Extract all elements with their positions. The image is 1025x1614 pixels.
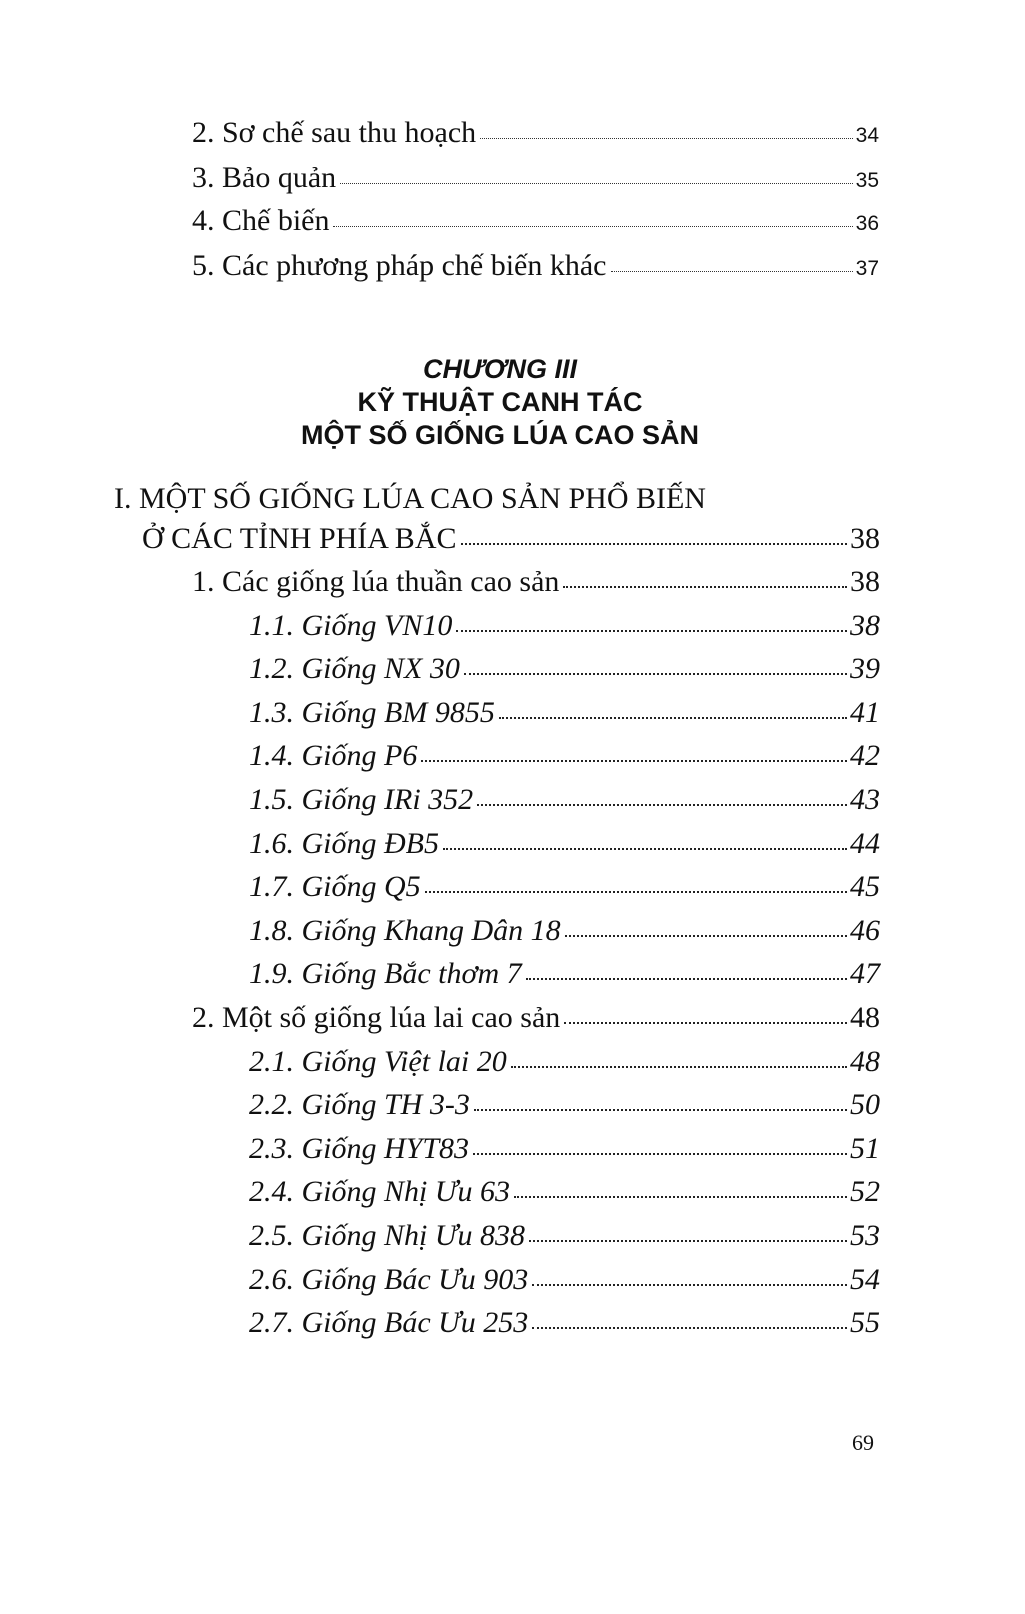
toc-entry-page: 37 <box>855 257 879 280</box>
toc-entry-label: 4. Chế biến <box>192 204 330 237</box>
toc-entry-page: 54 <box>850 1263 880 1296</box>
toc-entry-label: 1.5. Giống IRi 352 <box>249 783 474 816</box>
toc-entry-label: 2.4. Giống Nhị Ưu 63 <box>249 1175 510 1208</box>
toc-entry-page: 53 <box>850 1219 880 1252</box>
toc-entry <box>192 118 879 148</box>
section-heading-continued <box>142 524 880 554</box>
toc-entry-page: 48 <box>850 1001 880 1034</box>
chapter-title-line2: MỘT SỐ GIỐNG LÚA CAO SẢN <box>301 420 699 450</box>
toc-entry-page: 34 <box>855 124 879 147</box>
toc-item <box>249 1134 880 1164</box>
dot-leader <box>421 760 847 762</box>
toc-entry-page: 38 <box>850 565 880 598</box>
dot-leader <box>443 848 847 850</box>
dot-leader <box>477 804 847 806</box>
toc-item <box>249 1177 880 1207</box>
toc-entry-label: 2.6. Giống Bác Ưu 903 <box>249 1263 529 1296</box>
toc-entry-page: 48 <box>850 1045 880 1078</box>
toc-entry-label: Ở CÁC TỈNH PHÍA BẮC <box>142 522 457 555</box>
toc-item <box>249 959 880 989</box>
toc-entry-label: 1. Các giống lúa thuần cao sản <box>192 565 560 598</box>
toc-entry-label: 5. Các phương pháp chế biến khác <box>192 249 607 282</box>
toc-entry <box>192 163 879 193</box>
toc-item <box>249 916 880 946</box>
toc-item <box>249 741 880 771</box>
toc-entry-label: 1.7. Giống Q5 <box>249 870 421 903</box>
page-number: 69 <box>852 1430 874 1455</box>
dot-leader <box>564 1022 847 1024</box>
dot-leader <box>532 1327 847 1329</box>
toc-entry <box>192 251 879 281</box>
toc-item <box>249 829 880 859</box>
toc-entry-label: 1.1. Giống VN10 <box>249 609 453 642</box>
dot-leader <box>611 271 853 272</box>
dot-leader <box>563 586 847 588</box>
toc-entry-label: 1.9. Giống Bắc thơm 7 <box>249 957 522 990</box>
dot-leader <box>529 1240 847 1242</box>
dot-leader <box>514 1196 847 1198</box>
toc-entry-label: 2. Một số giống lúa lai cao sản <box>192 1001 561 1034</box>
toc-entry <box>192 206 879 236</box>
dot-leader <box>499 717 847 719</box>
toc-entry-page: 43 <box>850 783 880 816</box>
toc-entry-page: 42 <box>850 739 880 772</box>
toc-entry-page: 55 <box>850 1306 880 1339</box>
toc-item <box>249 872 880 902</box>
toc-item <box>249 1090 880 1120</box>
dot-leader <box>425 891 847 893</box>
toc-entry-page: 41 <box>850 696 880 729</box>
toc-entry-page: 38 <box>850 522 880 555</box>
toc-entry-page: 51 <box>850 1132 880 1165</box>
toc-entry-label: 2.1. Giống Việt lai 20 <box>249 1045 507 1078</box>
dot-leader <box>461 543 848 545</box>
toc-entry-label: 1.8. Giống Khang Dân 18 <box>249 914 561 947</box>
toc-entry-page: 47 <box>850 957 880 990</box>
toc-entry-label: 2.3. Giống HYT83 <box>249 1132 470 1165</box>
toc-entry-label: 2. Sơ chế sau thu hoạch <box>192 116 477 149</box>
toc-item <box>249 1047 880 1077</box>
toc-item <box>249 785 880 815</box>
toc-entry-page: 39 <box>850 652 880 685</box>
dot-leader <box>333 226 852 227</box>
toc-entry-page: 46 <box>850 914 880 947</box>
toc-entry-page: 45 <box>850 870 880 903</box>
dot-leader <box>474 1109 847 1111</box>
toc-entry-label: 1.3. Giống BM 9855 <box>249 696 495 729</box>
toc-item <box>249 654 880 684</box>
dot-leader <box>565 935 847 937</box>
toc-entry-label: 1.2. Giống NX 30 <box>249 652 460 685</box>
chapter-number: CHƯƠNG III <box>423 354 577 384</box>
chapter-title-line1: KỸ THUẬT CANH TÁC <box>357 387 643 417</box>
toc-entry-label: 1.6. Giống ĐB5 <box>249 827 439 860</box>
dot-leader <box>532 1284 847 1286</box>
toc-entry-label: 2.5. Giống Nhị Ưu 838 <box>249 1219 525 1252</box>
toc-entry-label: 1.4. Giống P6 <box>249 739 418 772</box>
toc-item <box>249 1308 880 1338</box>
dot-leader <box>340 183 853 184</box>
subsection-entry <box>192 567 880 597</box>
toc-entry-page: 38 <box>850 609 880 642</box>
dot-leader <box>480 138 853 139</box>
toc-entry-page: 52 <box>850 1175 880 1208</box>
toc-item <box>249 698 880 728</box>
toc-entry-page: 50 <box>850 1088 880 1121</box>
dot-leader <box>473 1153 847 1155</box>
subsection-entry <box>192 1003 880 1033</box>
dot-leader <box>526 978 847 980</box>
section-heading: I. MỘT SỐ GIỐNG LÚA CAO SẢN PHỔ BIẾN <box>114 482 706 515</box>
toc-item <box>249 1221 880 1251</box>
dot-leader <box>456 630 847 632</box>
toc-item <box>249 1265 880 1295</box>
dot-leader <box>511 1066 847 1068</box>
toc-entry-page: 44 <box>850 827 880 860</box>
toc-entry-label: 2.2. Giống TH 3-3 <box>249 1088 470 1121</box>
toc-entry-label: 3. Bảo quản <box>192 161 337 194</box>
toc-item <box>249 611 880 641</box>
toc-entry-label: 2.7. Giống Bác Ưu 253 <box>249 1306 529 1339</box>
toc-entry-page: 36 <box>855 212 879 235</box>
toc-entry-page: 35 <box>855 169 879 192</box>
dot-leader <box>464 673 847 675</box>
